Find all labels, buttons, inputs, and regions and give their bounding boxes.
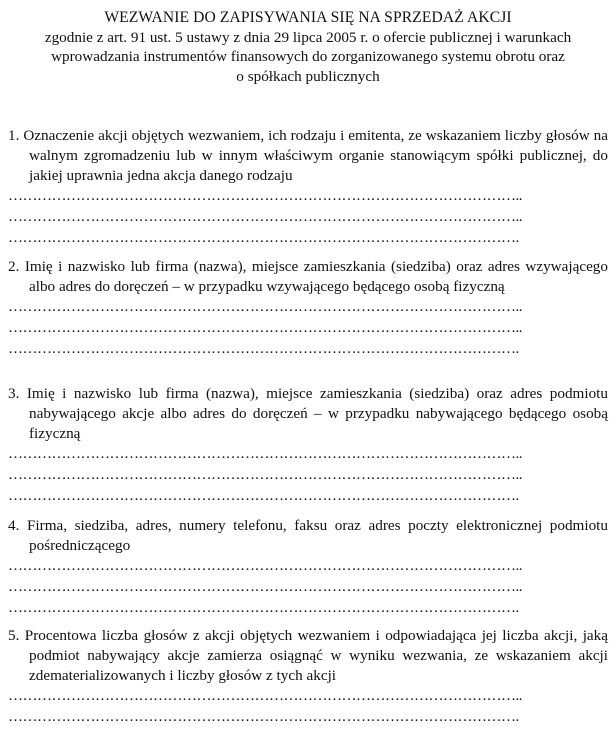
subtitle-line-1: zgodnie z art. 91 ust. 5 ustawy z dnia 29 lipca 2005 r. o ofercie publicznej i warunkach — [44, 28, 572, 46]
section-3-text: 3. Imię i nazwisko lub firma (nazwa), miejsce zamieszkania (siedziba) oraz adres podmiotu nabywającego akcje albo adres do doręczeń – w przypadku nabywającego będącego osobą fizyczną — [8, 385, 608, 442]
fill-line: …………………………………………………………………………………………….. — [8, 558, 522, 574]
fill-line: …………………………………………………………………………………………….. — [8, 579, 522, 595]
subtitle-line-2: wprowadzania instrumentów finansowych do zorganizowanego systemu obrotu oraz — [51, 48, 565, 65]
fill-line: …………………………………………………………………………………………….. — [8, 188, 522, 204]
section-2 — [8, 257, 608, 360]
section-1 — [8, 126, 608, 249]
subtitle-line-3: o spółkach publicznych — [236, 67, 380, 85]
document-title: WEZWANIE DO ZAPISYWANIA SIĘ NA SPRZEDAŻ AKCJI — [104, 9, 512, 26]
fill-line: ……………………………………………………………………………………………. — [8, 230, 519, 246]
section-3 — [8, 384, 608, 507]
fill-line: ……………………………………………………………………………………………. — [8, 341, 519, 357]
fill-line: …………………………………………………………………………………………….. — [8, 467, 522, 483]
section-2-text: 2. Imię i nazwisko lub firma (nazwa), miejsce zamieszkania (siedziba) oraz adres wzywającego albo adres do doręczeń – w przypadku wzywającego będącego osobą fizyczną — [8, 258, 608, 295]
fill-line: …………………………………………………………………………………………….. — [8, 446, 522, 462]
fill-line: …………………………………………………………………………………………….. — [8, 209, 522, 225]
section-5 — [8, 626, 608, 728]
section-4 — [8, 516, 608, 619]
fill-line: …………………………………………………………………………………………….. — [8, 299, 522, 315]
fill-line: …………………………………………………………………………………………….. — [8, 320, 522, 336]
fill-line: …………………………………………………………………………………………….. — [8, 688, 522, 704]
section-1-text: 1. Oznaczenie akcji objętych wezwaniem, ich rodzaju i emitenta, ze wskazaniem liczby głosów na walnym zgromadzeniu lub w innym właściwym organie stanowiącym spółki publicznej, do jakiej uprawnia jedna akcja danego rodzaju — [8, 127, 608, 184]
section-5-text: 5. Procentowa liczba głosów z akcji objętych wezwaniem i odpowiadająca jej liczba akcji, jaką podmiot nabywający akcje zamierza osiągnąć w wyniku wezwania, ze wskazaniem akcji zdematerializowanych i liczby głosów z tych akcji — [8, 627, 608, 684]
document-header — [0, 8, 616, 86]
section-4-text: 4. Firma, siedziba, adres, numery telefonu, faksu oraz adres poczty elektronicznej podmiotu pośredniczącego — [8, 517, 608, 554]
fill-line: ……………………………………………………………………………………………. — [8, 600, 519, 616]
fill-line: ……………………………………………………………………………………………. — [8, 709, 519, 725]
fill-line: ……………………………………………………………………………………………. — [8, 488, 519, 504]
